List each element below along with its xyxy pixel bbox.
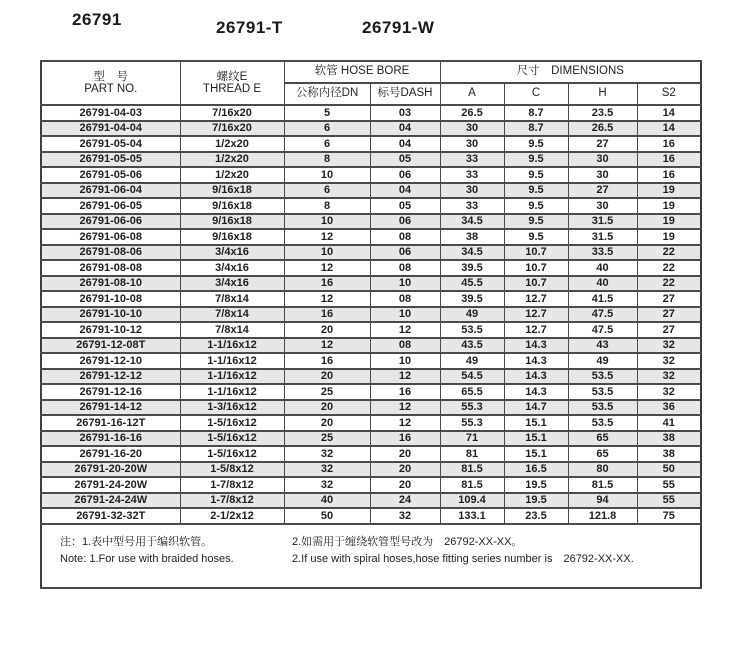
cell-dim-h: 80	[568, 462, 637, 478]
table-row	[41, 384, 701, 400]
cell-dash: 20	[370, 462, 440, 478]
cell-dim-h: 94	[568, 493, 637, 509]
note-zh-2: 2.如需用于缠绕软管型号改为 26792-XX-XX。	[292, 535, 523, 548]
cell-part-no: 26791-04-03	[41, 105, 180, 121]
cell-dim-s2: 55	[637, 493, 701, 509]
table-row	[41, 508, 701, 524]
cell-thread: 7/16x20	[180, 121, 284, 137]
table-body	[41, 105, 701, 524]
cell-dash: 04	[370, 183, 440, 199]
cell-dim-c: 9.5	[504, 183, 568, 199]
cell-thread: 7/8x14	[180, 322, 284, 338]
cell-dim-c: 9.5	[504, 214, 568, 230]
cell-thread: 1/2x20	[180, 167, 284, 183]
cell-dim-c: 9.5	[504, 198, 568, 214]
cell-dash: 12	[370, 322, 440, 338]
cell-dim-h: 121.8	[568, 508, 637, 524]
cell-dim-s2: 32	[637, 338, 701, 354]
cell-thread: 3/4x16	[180, 276, 284, 292]
cell-dim-h: 26.5	[568, 121, 637, 137]
cell-dim-c: 14.3	[504, 353, 568, 369]
cell-dim-s2: 14	[637, 121, 701, 137]
cell-dim-c: 15.1	[504, 415, 568, 431]
cell-dim-a: 33	[440, 198, 504, 214]
cell-part-no: 26791-16-16	[41, 431, 180, 447]
cell-dim-h: 47.5	[568, 307, 637, 323]
cell-thread: 1-1/16x12	[180, 353, 284, 369]
cell-dash: 06	[370, 214, 440, 230]
cell-dim-a: 133.1	[440, 508, 504, 524]
table-row	[41, 152, 701, 168]
cell-dim-h: 81.5	[568, 477, 637, 493]
cell-dim-h: 41.5	[568, 291, 637, 307]
cell-dash: 06	[370, 245, 440, 261]
cell-dim-h: 53.5	[568, 384, 637, 400]
cell-dn: 16	[284, 353, 370, 369]
cell-thread: 1-1/16x12	[180, 384, 284, 400]
cell-dim-a: 54.5	[440, 369, 504, 385]
cell-dash: 24	[370, 493, 440, 509]
cell-dn: 25	[284, 431, 370, 447]
cell-dim-h: 49	[568, 353, 637, 369]
table-row	[41, 136, 701, 152]
cell-dn: 40	[284, 493, 370, 509]
cell-dim-s2: 27	[637, 307, 701, 323]
cell-dash: 10	[370, 353, 440, 369]
cell-dim-h: 65	[568, 431, 637, 447]
cell-dim-c: 9.5	[504, 229, 568, 245]
col-header-thread-zh: 螺纹E	[216, 70, 248, 83]
cell-dim-c: 15.1	[504, 446, 568, 462]
cell-dim-h: 65	[568, 446, 637, 462]
notes-row	[41, 524, 701, 588]
table-row	[41, 183, 701, 199]
cell-dash: 06	[370, 167, 440, 183]
note-zh-1: 注：1.表中型号用于编织软管。	[60, 535, 213, 548]
table-row	[41, 446, 701, 462]
cell-thread: 1-5/16x12	[180, 415, 284, 431]
cell-dim-s2: 32	[637, 369, 701, 385]
cell-dash: 05	[370, 152, 440, 168]
table-row	[41, 214, 701, 230]
cell-part-no: 26791-14-12	[41, 400, 180, 416]
cell-thread: 9/16x18	[180, 183, 284, 199]
col-header-a: A	[440, 83, 504, 105]
table-footer	[41, 524, 701, 588]
cell-dim-h: 30	[568, 198, 637, 214]
note-en-1: Note: 1.For use with braided hoses.	[60, 552, 234, 565]
table-row	[41, 245, 701, 261]
cell-dim-h: 31.5	[568, 214, 637, 230]
col-group-dimensions: 尺寸 DIMENSIONS	[440, 61, 701, 83]
cell-part-no: 26791-32-32T	[41, 508, 180, 524]
cell-dim-c: 14.3	[504, 384, 568, 400]
cell-part-no: 26791-06-04	[41, 183, 180, 199]
cell-dn: 32	[284, 446, 370, 462]
cell-dim-h: 53.5	[568, 400, 637, 416]
cell-part-no: 26791-16-20	[41, 446, 180, 462]
cell-dim-c: 8.7	[504, 105, 568, 121]
cell-dn: 20	[284, 369, 370, 385]
cell-dim-h: 47.5	[568, 322, 637, 338]
cell-dim-s2: 41	[637, 415, 701, 431]
series-title-26791: 26791	[72, 10, 122, 29]
cell-thread: 1-7/8x12	[180, 493, 284, 509]
cell-dn: 5	[284, 105, 370, 121]
table-row	[41, 322, 701, 338]
col-header-thread-en: THREAD E	[202, 83, 262, 95]
cell-dim-a: 65.5	[440, 384, 504, 400]
cell-thread: 7/16x20	[180, 105, 284, 121]
cell-dim-c: 15.1	[504, 431, 568, 447]
cell-dash: 10	[370, 276, 440, 292]
cell-dash: 08	[370, 291, 440, 307]
cell-thread: 9/16x18	[180, 229, 284, 245]
cell-dim-h: 40	[568, 260, 637, 276]
cell-dim-a: 39.5	[440, 260, 504, 276]
cell-dash: 12	[370, 415, 440, 431]
cell-dim-a: 30	[440, 121, 504, 137]
cell-thread: 1-5/16x12	[180, 431, 284, 447]
cell-dim-a: 39.5	[440, 291, 504, 307]
cell-dash: 08	[370, 229, 440, 245]
col-header-dash: 标号DASH	[370, 83, 440, 105]
cell-part-no: 26791-08-06	[41, 245, 180, 261]
cell-dim-a: 30	[440, 183, 504, 199]
table-row	[41, 307, 701, 323]
cell-dn: 20	[284, 322, 370, 338]
col-header-thread	[180, 61, 284, 105]
cell-dim-c: 14.3	[504, 338, 568, 354]
cell-dn: 32	[284, 477, 370, 493]
cell-dn: 6	[284, 183, 370, 199]
cell-thread: 1-5/16x12	[180, 446, 284, 462]
cell-dim-c: 12.7	[504, 322, 568, 338]
cell-thread: 9/16x18	[180, 198, 284, 214]
table-row	[41, 198, 701, 214]
cell-dn: 12	[284, 229, 370, 245]
cell-dn: 8	[284, 152, 370, 168]
cell-part-no: 26791-06-05	[41, 198, 180, 214]
cell-dim-c: 8.7	[504, 121, 568, 137]
col-header-part-no-en: PART NO.	[84, 83, 138, 95]
cell-dash: 04	[370, 136, 440, 152]
cell-dim-s2: 19	[637, 198, 701, 214]
cell-part-no: 26791-12-12	[41, 369, 180, 385]
cell-thread: 1-1/16x12	[180, 369, 284, 385]
cell-dim-s2: 19	[637, 229, 701, 245]
cell-dim-a: 38	[440, 229, 504, 245]
cell-dim-s2: 75	[637, 508, 701, 524]
cell-dn: 12	[284, 291, 370, 307]
spec-table	[40, 60, 702, 589]
cell-dim-c: 19.5	[504, 493, 568, 509]
cell-dn: 25	[284, 384, 370, 400]
cell-dim-h: 27	[568, 183, 637, 199]
cell-thread: 1-7/8x12	[180, 477, 284, 493]
cell-dim-a: 34.5	[440, 245, 504, 261]
table-header	[41, 61, 701, 105]
col-header-h: H	[568, 83, 637, 105]
cell-dim-a: 30	[440, 136, 504, 152]
cell-dim-s2: 55	[637, 477, 701, 493]
cell-dn: 50	[284, 508, 370, 524]
note-en-2: 2.If use with spiral hoses,hose fitting series number is 26792-XX-XX.	[292, 552, 634, 565]
cell-part-no: 26791-24-24W	[41, 493, 180, 509]
table-row	[41, 121, 701, 137]
table-row	[41, 462, 701, 478]
cell-dash: 10	[370, 307, 440, 323]
col-group-hose-bore: 软管 HOSE BORE	[284, 61, 440, 83]
cell-part-no: 26791-05-06	[41, 167, 180, 183]
cell-dim-s2: 27	[637, 322, 701, 338]
cell-dim-c: 14.7	[504, 400, 568, 416]
table-row	[41, 338, 701, 354]
cell-dim-h: 23.5	[568, 105, 637, 121]
cell-part-no: 26791-12-16	[41, 384, 180, 400]
cell-dim-c: 14.3	[504, 369, 568, 385]
cell-dash: 04	[370, 121, 440, 137]
cell-dim-s2: 22	[637, 260, 701, 276]
cell-dim-a: 33	[440, 152, 504, 168]
cell-part-no: 26791-10-12	[41, 322, 180, 338]
cell-part-no: 26791-10-10	[41, 307, 180, 323]
cell-thread: 1-1/16x12	[180, 338, 284, 354]
cell-dim-h: 33.5	[568, 245, 637, 261]
cell-dim-a: 33	[440, 167, 504, 183]
header-row-1	[41, 61, 701, 83]
table-row	[41, 415, 701, 431]
table-row	[41, 105, 701, 121]
cell-dim-h: 53.5	[568, 369, 637, 385]
cell-dim-s2: 19	[637, 214, 701, 230]
cell-dn: 12	[284, 260, 370, 276]
col-header-part-no	[41, 61, 180, 105]
cell-dn: 8	[284, 198, 370, 214]
cell-thread: 3/4x16	[180, 260, 284, 276]
cell-dn: 12	[284, 338, 370, 354]
cell-dash: 08	[370, 260, 440, 276]
cell-dash: 16	[370, 431, 440, 447]
cell-thread: 1/2x20	[180, 152, 284, 168]
cell-dim-s2: 16	[637, 152, 701, 168]
cell-part-no: 26791-20-20W	[41, 462, 180, 478]
cell-dim-s2: 19	[637, 183, 701, 199]
cell-thread: 2-1/2x12	[180, 508, 284, 524]
cell-thread: 1-5/8x12	[180, 462, 284, 478]
cell-part-no: 26791-05-04	[41, 136, 180, 152]
col-header-s2: S2	[637, 83, 701, 105]
cell-thread: 9/16x18	[180, 214, 284, 230]
cell-dim-s2: 32	[637, 353, 701, 369]
col-header-c: C	[504, 83, 568, 105]
cell-dim-c: 10.7	[504, 276, 568, 292]
cell-part-no: 26791-16-12T	[41, 415, 180, 431]
cell-dim-a: 53.5	[440, 322, 504, 338]
table-row	[41, 431, 701, 447]
cell-part-no: 26791-08-10	[41, 276, 180, 292]
table-row	[41, 260, 701, 276]
cell-dash: 12	[370, 369, 440, 385]
cell-part-no: 26791-06-08	[41, 229, 180, 245]
cell-part-no: 26791-04-04	[41, 121, 180, 137]
cell-thread: 7/8x14	[180, 307, 284, 323]
cell-dim-c: 9.5	[504, 167, 568, 183]
cell-dash: 20	[370, 446, 440, 462]
cell-dn: 10	[284, 167, 370, 183]
cell-thread: 1-3/16x12	[180, 400, 284, 416]
cell-dim-a: 34.5	[440, 214, 504, 230]
cell-dim-c: 16.5	[504, 462, 568, 478]
notes-cell	[41, 524, 701, 588]
cell-dn: 6	[284, 136, 370, 152]
cell-dim-c: 9.5	[504, 152, 568, 168]
cell-dim-s2: 16	[637, 167, 701, 183]
cell-dim-h: 27	[568, 136, 637, 152]
cell-dim-a: 81.5	[440, 477, 504, 493]
table-row	[41, 167, 701, 183]
col-header-dn: 公称内径DN	[284, 83, 370, 105]
cell-thread: 3/4x16	[180, 245, 284, 261]
cell-dn: 32	[284, 462, 370, 478]
cell-dash: 05	[370, 198, 440, 214]
cell-dim-h: 53.5	[568, 415, 637, 431]
table-row	[41, 229, 701, 245]
cell-part-no: 26791-10-08	[41, 291, 180, 307]
cell-dim-s2: 36	[637, 400, 701, 416]
col-header-part-no-zh: 型 号	[93, 70, 128, 83]
cell-dn: 6	[284, 121, 370, 137]
cell-dim-c: 19.5	[504, 477, 568, 493]
cell-dn: 20	[284, 415, 370, 431]
cell-dim-s2: 22	[637, 276, 701, 292]
cell-dim-c: 23.5	[504, 508, 568, 524]
series-title-26791-w: 26791-W	[362, 18, 435, 37]
cell-dim-h: 31.5	[568, 229, 637, 245]
cell-dim-a: 81.5	[440, 462, 504, 478]
table-row	[41, 353, 701, 369]
cell-dim-c: 9.5	[504, 136, 568, 152]
cell-thread: 1/2x20	[180, 136, 284, 152]
cell-dash: 32	[370, 508, 440, 524]
table-row	[41, 400, 701, 416]
table-row	[41, 276, 701, 292]
cell-dash: 08	[370, 338, 440, 354]
cell-dash: 12	[370, 400, 440, 416]
cell-dim-a: 109.4	[440, 493, 504, 509]
cell-dn: 16	[284, 276, 370, 292]
cell-dim-a: 45.5	[440, 276, 504, 292]
cell-dn: 10	[284, 214, 370, 230]
cell-dash: 20	[370, 477, 440, 493]
cell-dim-a: 49	[440, 353, 504, 369]
cell-part-no: 26791-12-10	[41, 353, 180, 369]
cell-dash: 16	[370, 384, 440, 400]
table-row	[41, 369, 701, 385]
cell-dim-a: 49	[440, 307, 504, 323]
cell-part-no: 26791-08-08	[41, 260, 180, 276]
cell-part-no: 26791-06-06	[41, 214, 180, 230]
cell-dim-c: 10.7	[504, 260, 568, 276]
cell-part-no: 26791-24-20W	[41, 477, 180, 493]
cell-dim-c: 10.7	[504, 245, 568, 261]
table-row	[41, 477, 701, 493]
cell-dn: 10	[284, 245, 370, 261]
series-title-26791-t: 26791-T	[216, 18, 283, 37]
cell-dim-h: 43	[568, 338, 637, 354]
cell-dim-s2: 38	[637, 446, 701, 462]
cell-dim-h: 30	[568, 167, 637, 183]
table-row	[41, 291, 701, 307]
cell-dim-h: 40	[568, 276, 637, 292]
cell-dim-a: 55.3	[440, 415, 504, 431]
cell-dash: 03	[370, 105, 440, 121]
cell-dn: 20	[284, 400, 370, 416]
cell-dim-s2: 50	[637, 462, 701, 478]
cell-dim-a: 81	[440, 446, 504, 462]
cell-dn: 16	[284, 307, 370, 323]
cell-dim-a: 55.3	[440, 400, 504, 416]
cell-dim-s2: 38	[637, 431, 701, 447]
cell-dim-a: 71	[440, 431, 504, 447]
cell-dim-h: 30	[568, 152, 637, 168]
cell-dim-a: 26.5	[440, 105, 504, 121]
cell-thread: 7/8x14	[180, 291, 284, 307]
cell-dim-s2: 22	[637, 245, 701, 261]
cell-dim-s2: 32	[637, 384, 701, 400]
table-row	[41, 493, 701, 509]
cell-dim-s2: 14	[637, 105, 701, 121]
cell-dim-c: 12.7	[504, 307, 568, 323]
cell-dim-c: 12.7	[504, 291, 568, 307]
cell-part-no: 26791-05-05	[41, 152, 180, 168]
cell-dim-a: 43.5	[440, 338, 504, 354]
cell-dim-s2: 27	[637, 291, 701, 307]
cell-part-no: 26791-12-08T	[41, 338, 180, 354]
cell-dim-s2: 16	[637, 136, 701, 152]
